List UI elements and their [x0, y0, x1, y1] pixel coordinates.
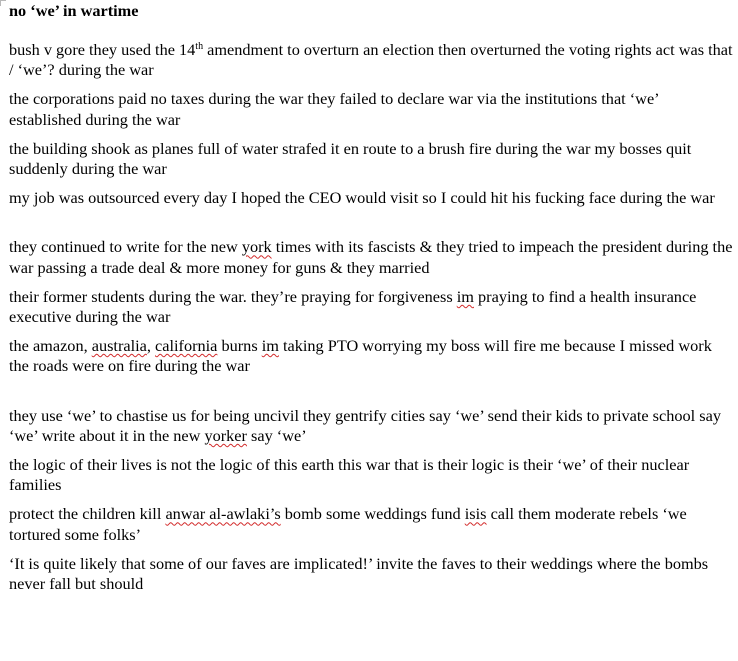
superscript-suffix: th: [195, 41, 204, 52]
paragraph: [9, 336, 733, 376]
spellcheck-flagged-word[interactable]: york: [241, 237, 272, 257]
poem-title: no ‘we’ in wartime: [9, 1, 139, 20]
text-run: praying to find a health insurance executive during the war: [9, 286, 697, 327]
stanza-break: [9, 217, 733, 237]
text-run: ,: [146, 336, 156, 356]
text-run: ‘It is quite likely that some of our faves are implicated!’ invite the faves to their weddings where the bombs never fall but should: [9, 553, 709, 594]
text-run: protect the children kill: [9, 504, 166, 524]
text-run: the corporations paid no taxes during the war they failed to declare war via the institutions that ‘we’ established during the war: [9, 89, 659, 129]
text-run: they use ‘we’ to chastise us for being uncivil they gentrify cities say ‘we’ send their kids to private school say ‘we’ write about it in the new: [9, 405, 721, 445]
paragraph: [9, 406, 733, 446]
poem-body: [9, 40, 733, 603]
spellcheck-flagged-word[interactable]: isis: [464, 504, 487, 524]
paragraph: [9, 89, 733, 129]
text-run: the building shook as planes full of water strafed it en route to a brush fire during the war my bosses quit suddenly during the war: [9, 138, 692, 179]
text-run: bomb some weddings fund: [280, 504, 465, 524]
text-run: the amazon,: [9, 336, 92, 356]
stanza-break: [9, 386, 733, 406]
text-run: my job was outsourced every day I hoped the CEO would visit so I could hit his fucking face during the war: [9, 188, 715, 208]
text-run: amendment to overturn an election then overturned the voting rights act was that / ‘we’? during the war: [9, 40, 733, 80]
text-run: bush v gore they used the 14: [9, 40, 196, 59]
paragraph: [9, 40, 733, 80]
paragraph: [9, 188, 733, 208]
text-run: say ‘we’: [246, 425, 307, 445]
paragraph: [9, 287, 733, 327]
spellcheck-flagged-word[interactable]: im: [261, 336, 279, 356]
spellcheck-flagged-word[interactable]: im: [456, 286, 474, 306]
paragraph: [9, 504, 733, 544]
text-run: they continued to write for the new: [9, 237, 242, 257]
paragraph: [9, 237, 733, 277]
text-run: burns: [217, 336, 262, 356]
text-run: times with its fascists & they tried to impeach the president during the war passing a trade deal & more money for guns & they married: [9, 237, 733, 277]
text-run: their former students during the war. they’re praying for forgiveness: [9, 286, 457, 306]
spellcheck-flagged-word[interactable]: australia: [91, 336, 147, 356]
page-corner-marker: [0, 0, 6, 6]
spellcheck-flagged-word[interactable]: yorker: [204, 425, 247, 445]
paragraph: [9, 139, 733, 179]
paragraph: [9, 455, 733, 495]
paragraph: [9, 554, 733, 594]
text-run: the logic of their lives is not the logic of this earth this war that is their logic is their ‘we’ of their nuclear families: [9, 455, 690, 495]
spellcheck-flagged-word[interactable]: california: [155, 336, 218, 356]
text-run: taking PTO worrying my boss will fire me because I missed work the roads were on fire during the war: [9, 336, 712, 376]
text-run: call them moderate rebels ‘we tortured some folks’: [9, 504, 687, 544]
spellcheck-flagged-word[interactable]: anwar al-awlaki’s: [165, 504, 281, 524]
